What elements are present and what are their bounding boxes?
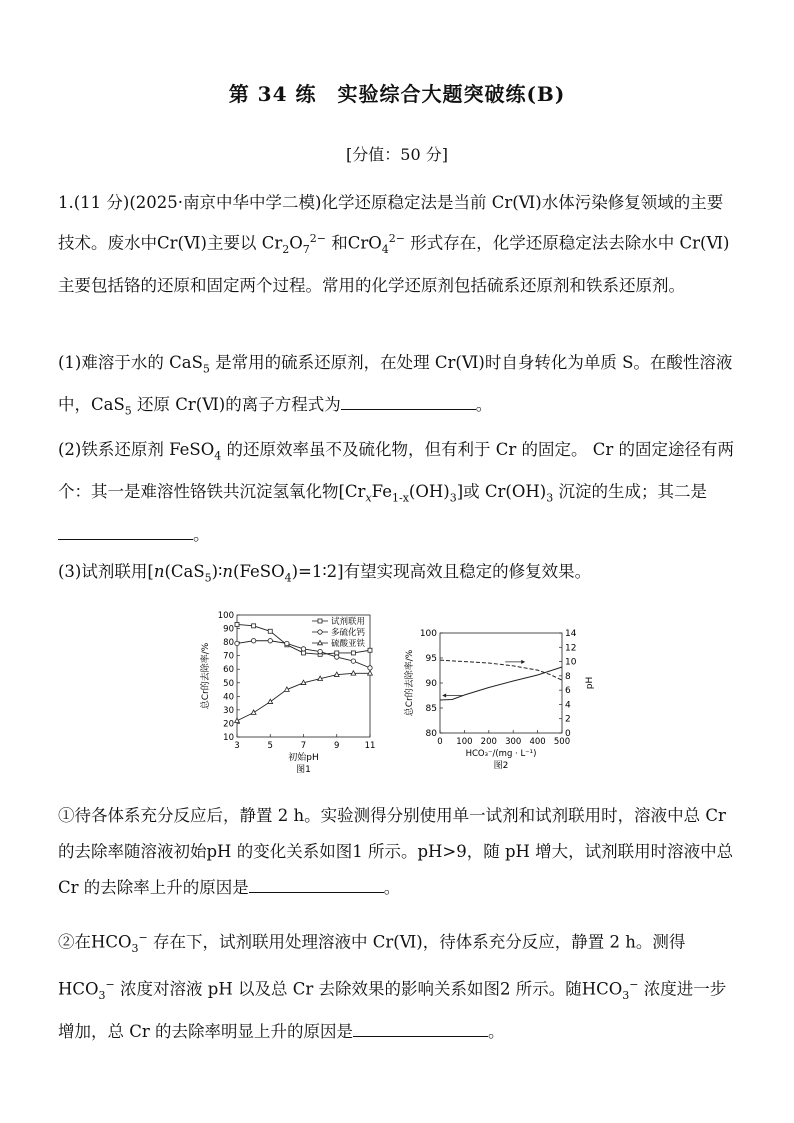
- question-intro: 1.(11 分)(2025·南京中华中学二模)化学还原稳定法是当前 Cr(Ⅵ)水体污染修复领域的主要技术。废水中Cr(Ⅵ)主要以 $Cr_2O_7^{2-}$ 和CrO$_4^{2-}$ 形式存在，化学还原稳定法去除水中 Cr(Ⅵ)主要包括铬的还原和固定两个过程。常用的化学还原剂包括硫系还原剂和铁系还原剂。: [58, 193, 730, 295]
- plot-frame: [440, 633, 562, 733]
- y-tick-label: 60: [223, 665, 234, 676]
- y-tick-label: 40: [223, 692, 234, 703]
- data-point: [301, 647, 305, 651]
- data-point: [318, 649, 322, 653]
- y2-axis-label: pH: [585, 676, 595, 690]
- y-tick-label: 80: [223, 638, 234, 649]
- legend-label: 试剂联用: [331, 617, 366, 627]
- y2-tick-label: 14: [565, 629, 577, 639]
- y-tick-label: 10: [223, 733, 234, 743]
- y2-tick-label: 2: [565, 714, 571, 725]
- x-tick-label: 300: [505, 737, 522, 747]
- data-point: [351, 651, 355, 655]
- legend-marker: [318, 640, 323, 644]
- y2-tick-label: 0: [565, 729, 571, 739]
- score-label: [分值：50 分]: [346, 145, 448, 164]
- y-tick-label: 100: [217, 611, 234, 621]
- data-point: [268, 699, 273, 703]
- question-part-2: (2)铁系还原剂 FeSO$_4$ 的还原效率虽不及硫化物，但有利于 Cr 的固定。 Cr 的固定途径有两个：其一是难溶性铬铁共沉淀氢氧化物$[Cr_xFe_{1-x}(OH)_3]$或 $Cr(OH)_3$ 沉淀的生成；其二是。: [58, 440, 735, 544]
- answer-blank[interactable]: [353, 1022, 488, 1037]
- x-tick-label: 200: [480, 737, 497, 747]
- y2-tick-label: 6: [565, 686, 571, 697]
- y2-tick-label: 8: [565, 671, 571, 682]
- x-tick-label: 9: [334, 741, 340, 751]
- x-axis-label: HCO₃⁻/(mg · L⁻¹): [465, 749, 537, 759]
- answer-blank[interactable]: [249, 878, 384, 893]
- page-title: 第 34 练 实验综合大题突破练(B): [228, 82, 566, 106]
- legend-marker: [318, 630, 322, 634]
- x-tick-label: 500: [553, 737, 571, 747]
- y-tick-label: 90: [425, 679, 437, 689]
- y-tick-label: 30: [223, 705, 234, 716]
- data-point: [368, 648, 372, 652]
- answer-blank[interactable]: [341, 395, 476, 410]
- figure-1-chart: [192, 603, 392, 783]
- y-tick-label: 90: [223, 624, 234, 635]
- y-axis-label: 总Cr的去除率/%: [201, 642, 211, 710]
- x-axis-label: 初始pH: [288, 753, 319, 763]
- y-tick-label: 70: [223, 651, 234, 662]
- answer-blank[interactable]: [58, 525, 193, 540]
- data-point: [368, 666, 372, 670]
- ph-curve: [440, 660, 562, 680]
- y2-tick-label: 12: [565, 643, 577, 654]
- figure-caption: 图2: [493, 761, 509, 771]
- y2-tick-label: 10: [565, 657, 577, 668]
- data-point: [335, 651, 339, 655]
- x-tick-label: 400: [529, 737, 546, 747]
- x-tick-label: 11: [364, 741, 376, 751]
- figure-2-chart: [402, 603, 602, 783]
- sub-question-2: ②在$HCO_3^-$ 存在下，试剂联用处理溶液中 Cr(Ⅵ)，待体系充分反应，静置 2 h。测得 $HCO_3^-$ 浓度对溶液 pH 以及总 Cr 去除效果的影响关系如图2 所示。随$HCO_3^-$ 浓度进一步增加，总 Cr 的去除率明显上升的原因是 。: [58, 931, 727, 1041]
- data-point: [235, 641, 239, 645]
- legend-label: 硫酸亚铁: [331, 639, 366, 649]
- data-point: [302, 651, 306, 655]
- question-part-1: (1)难溶于水的 CaS$_5$ 是常用的硫系还原剂，在处理 Cr(Ⅵ)时自身转化为单质 S。在酸性溶液中，CaS$_5$ 还原 Cr(Ⅵ)的离子方程式为 。: [58, 353, 733, 418]
- y2-tick-label: 4: [565, 700, 571, 711]
- y-tick-label: 50: [223, 678, 234, 689]
- data-point: [251, 639, 255, 643]
- data-point: [235, 622, 239, 626]
- x-tick-label: 3: [234, 741, 240, 751]
- data-point: [285, 641, 289, 645]
- data-point: [351, 659, 355, 663]
- data-point: [251, 710, 256, 714]
- data-point: [268, 629, 272, 633]
- axis-arrowhead: [442, 694, 446, 698]
- data-point: [268, 639, 272, 643]
- data-point: [252, 624, 256, 628]
- axis-arrowhead: [521, 660, 525, 664]
- x-tick-label: 0: [437, 737, 443, 747]
- data-point: [335, 655, 339, 659]
- y-tick-label: 85: [425, 704, 437, 714]
- x-tick-label: 100: [456, 737, 473, 747]
- legend-label: 多硫化钙: [331, 628, 366, 638]
- y-tick-label: 100: [419, 629, 437, 639]
- sub-question-1: ①待各体系充分反应后，静置 2 h。实验测得分别使用单一试剂和试剂联用时，溶液中总 Cr 的去除率随溶液初始pH 的变化关系如图1 所示。pH>9，随 pH 增大，试剂联用时溶液中总 Cr 的去除率上升的原因是 。: [58, 806, 734, 897]
- legend-marker: [318, 619, 322, 623]
- question-part-3: (3)试剂联用[n(CaS$_5$)∶n(FeSO$_4$)=1∶2]有望实现高效且稳定的修复效果。: [58, 562, 592, 585]
- y-tick-label: 20: [223, 719, 234, 730]
- figure-caption: 图1: [296, 765, 311, 775]
- x-tick-label: 7: [300, 741, 307, 751]
- x-tick-label: 5: [267, 741, 273, 751]
- y-tick-label: 95: [425, 654, 437, 664]
- y-axis-label: 总Cr的去除率/%: [405, 649, 415, 717]
- y-tick-label: 80: [425, 729, 437, 739]
